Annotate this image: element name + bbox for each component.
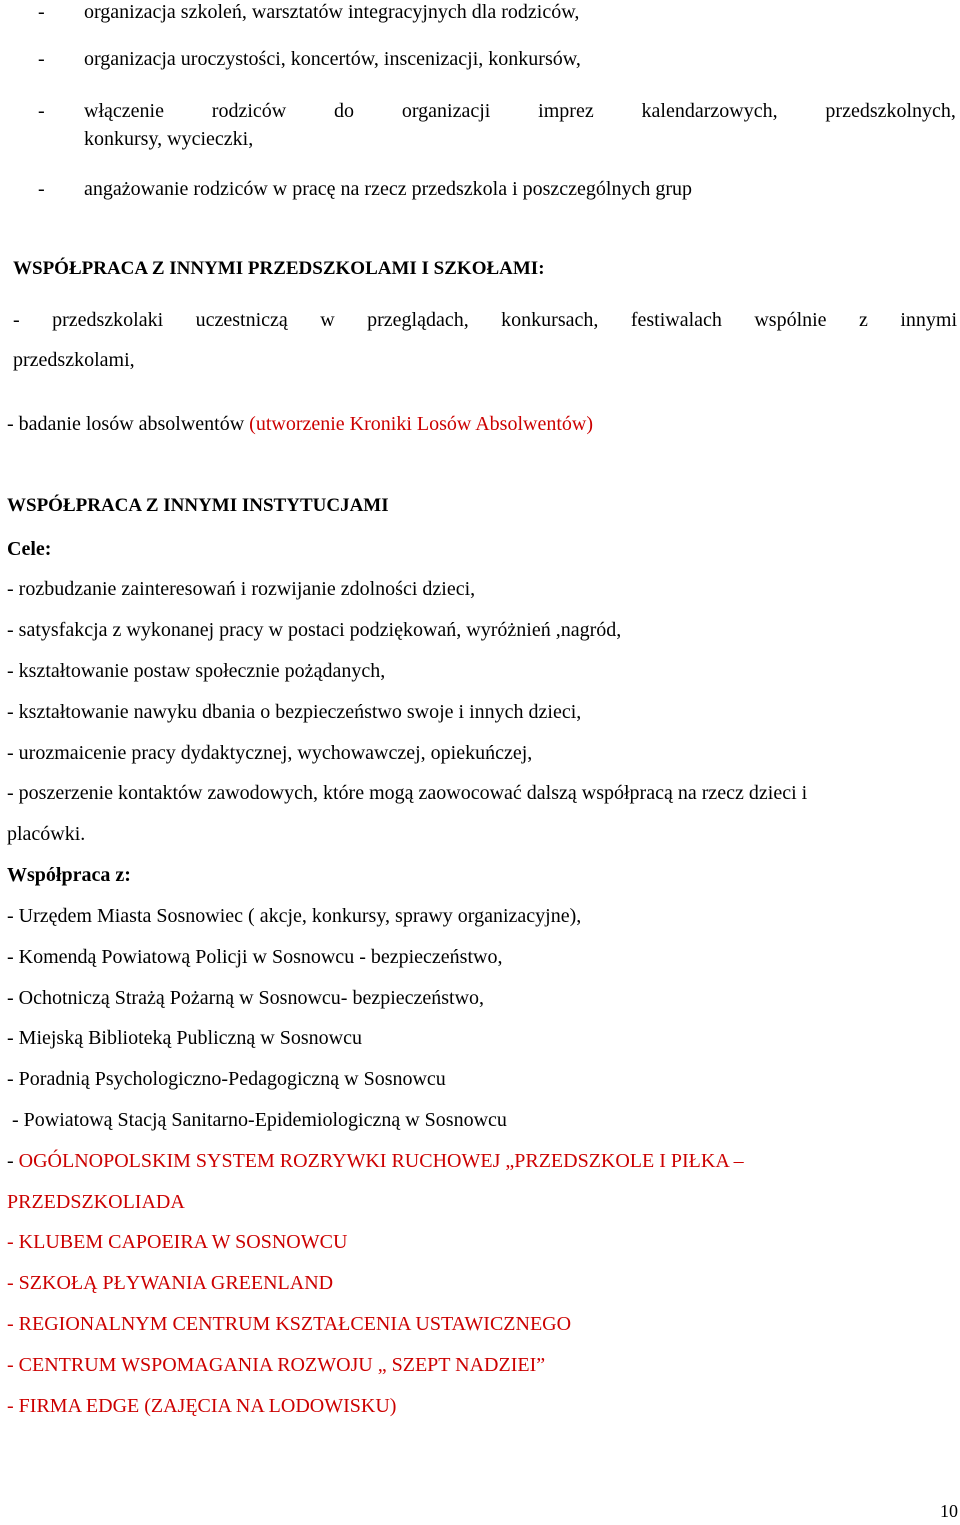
goal-item: - satysfakcja z wykonanej pracy w postaci podziękowań, wyróżnień ,nagród, (7, 619, 622, 641)
goal-item: - kształtowanie nawyku dbania o bezpieczeństwo swoje i innych dzieci, (7, 701, 582, 723)
partner-item: - Komendą Powiatową Policji w Sosnowcu - bezpieczeństwo, (7, 946, 503, 968)
partner-item: - Ochotniczą Strażą Pożarną w Sosnowcu- bezpieczeństwo, (7, 987, 485, 1009)
partner-item-highlight: - SZKOŁĄ PŁYWANIA GREENLAND (7, 1272, 334, 1294)
page-number: 10 (940, 1501, 958, 1521)
schools-item-2-highlight: (utworzenie Kroniki Losów Absolwentów) (249, 413, 593, 435)
partner-item-highlight-continued: PRZEDSZKOLIADA (7, 1191, 185, 1213)
word: imprez (538, 100, 594, 122)
partner-item-highlight-text: OGÓLNOPOLSKIM SYSTEM ROZRYWKI RUCHOWEJ „PRZEDSZKOLE I PIŁKA – (18, 1150, 744, 1172)
section-heading-schools: WSPÓŁPRACA Z INNYMI PRZEDSZKOLAMI I SZKOŁAMI: (13, 258, 545, 279)
partner-item-highlight (7, 1149, 744, 1173)
goal-item: - urozmaicenie pracy dydaktycznej, wychowawczej, opiekuńczej, (7, 742, 533, 764)
partner-item-highlight: - CENTRUM WSPOMAGANIA ROZWOJU „ SZEPT NADZIEI” (7, 1354, 546, 1376)
partner-item: - Miejską Biblioteką Publiczną w Sosnowcu (7, 1027, 362, 1049)
list-bullet: - (38, 48, 45, 70)
list-bullet: - (38, 1, 45, 23)
partner-item: - Powiatową Stacją Sanitarno-Epidemiologiczną w Sosnowcu (7, 1109, 507, 1131)
partners-label: Współpraca z: (7, 864, 131, 886)
partner-item: - Urzędem Miasta Sosnowiec ( akcje, konkursy, sprawy organizacyjne), (7, 905, 582, 927)
word: kalendarzowych, (641, 100, 778, 122)
word: włączenie (84, 100, 164, 122)
section-heading-institutions: WSPÓŁPRACA Z INNYMI INSTYTUCJAMI (7, 495, 389, 516)
partner-item-highlight: - FIRMA EDGE (ZAJĘCIA NA LODOWISKU) (7, 1395, 397, 1417)
word: do (334, 100, 355, 122)
list-item-text-continued: konkursy, wycieczki, (84, 128, 254, 150)
schools-item-2 (7, 412, 593, 436)
word: przedszkolnych, (825, 100, 956, 122)
partner-item-prefix: - (7, 1150, 19, 1172)
list-bullet: - (38, 100, 45, 122)
goal-item: - rozbudzanie zainteresowań i rozwijanie zdolności dzieci, (7, 578, 476, 600)
partner-item-highlight: - KLUBEM CAPOEIRA W SOSNOWCU (7, 1231, 348, 1253)
list-item-text: angażowanie rodziców w pracę na rzecz przedszkola i poszczególnych grup (84, 178, 693, 200)
list-item-text: organizacja szkoleń, warsztatów integracyjnych dla rodziców, (84, 1, 580, 23)
list-item-text-justified (84, 99, 956, 123)
word: organizacji (401, 100, 491, 122)
schools-item-2-text: - badanie losów absolwentów (7, 413, 250, 435)
partner-item-highlight: - REGIONALNYM CENTRUM KSZTAŁCENIA USTAWICZNEGO (7, 1313, 572, 1335)
partner-item: - Poradnią Psychologiczno-Pedagogiczną w Sosnowcu (7, 1068, 446, 1090)
list-item-text: organizacja uroczystości, koncertów, inscenizacji, konkursów, (84, 48, 581, 70)
word: rodziców (211, 100, 287, 122)
goals-label: Cele: (7, 538, 52, 560)
list-bullet: - (38, 178, 45, 200)
goal-item-continued: placówki. (7, 823, 86, 845)
goal-item: - kształtowanie postaw społecznie pożądanych, (7, 660, 386, 682)
schools-item-1-continued: przedszkolami, (13, 349, 135, 371)
goal-item: - poszerzenie kontaktów zawodowych, które mogą zaowocować dalszą współpracą na rzecz dzieci i (7, 782, 808, 804)
schools-item-1: - przedszkolaki uczestniczą w przeglądach, konkursach, festiwalach wspólnie z innymi (13, 309, 957, 331)
